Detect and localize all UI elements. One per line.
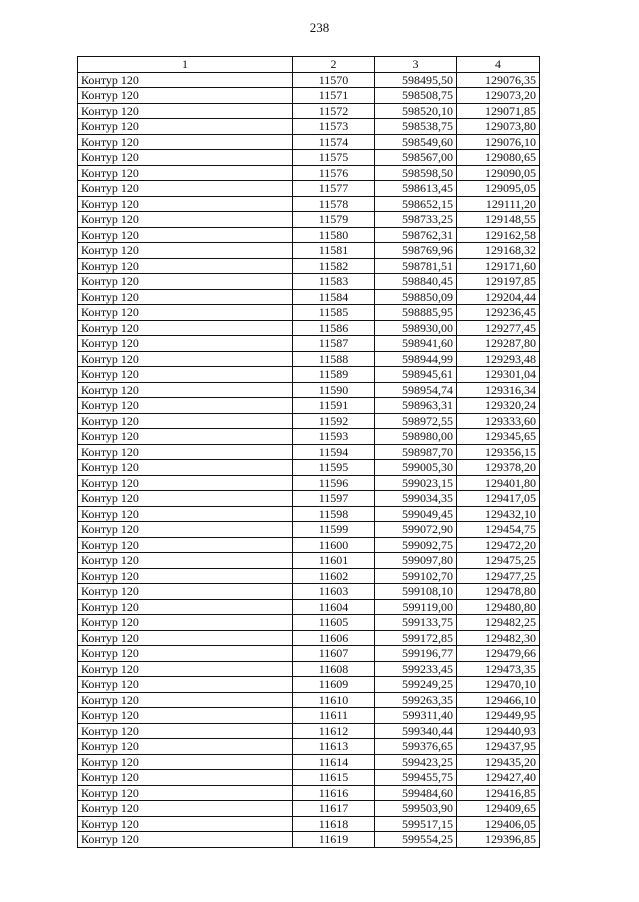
y-coordinate-cell: 129095,05 [457,181,540,197]
x-coordinate-cell: 599034,35 [375,491,457,507]
x-coordinate-cell: 598987,70 [375,444,457,460]
table-row [78,119,540,135]
contour-name-cell: Контур 120 [78,196,293,212]
point-number-cell: 11579 [293,212,375,228]
point-number-cell: 11607 [293,646,375,662]
point-number-cell: 11611 [293,708,375,724]
y-coordinate-cell: 129480,80 [457,599,540,615]
point-number-cell: 11576 [293,165,375,181]
point-number-cell: 11580 [293,227,375,243]
y-coordinate-cell: 129168,32 [457,243,540,259]
table-row [78,320,540,336]
x-coordinate-cell: 598652,15 [375,196,457,212]
point-number-cell: 11604 [293,599,375,615]
point-number-cell: 11608 [293,661,375,677]
y-coordinate-cell: 129162,58 [457,227,540,243]
table-row [78,754,540,770]
contour-name-cell: Контур 120 [78,72,293,88]
point-number-cell: 11618 [293,816,375,832]
table-row [78,506,540,522]
y-coordinate-cell: 129080,65 [457,150,540,166]
table-row [78,723,540,739]
y-coordinate-cell: 129427,40 [457,770,540,786]
x-coordinate-cell: 599517,15 [375,816,457,832]
y-coordinate-cell: 129472,20 [457,537,540,553]
table-row [78,165,540,181]
x-coordinate-cell: 598495,50 [375,72,457,88]
x-coordinate-cell: 598769,96 [375,243,457,259]
table-row [78,289,540,305]
contour-name-cell: Контур 120 [78,677,293,693]
table-row [78,661,540,677]
table-row [78,801,540,817]
point-number-cell: 11572 [293,103,375,119]
contour-name-cell: Контур 120 [78,227,293,243]
x-coordinate-cell: 598930,00 [375,320,457,336]
table-row [78,491,540,507]
x-coordinate-cell: 599484,60 [375,785,457,801]
contour-name-cell: Контур 120 [78,630,293,646]
contour-name-cell: Контур 120 [78,692,293,708]
y-coordinate-cell: 129409,65 [457,801,540,817]
table-row [78,351,540,367]
x-coordinate-cell: 598613,45 [375,181,457,197]
table-row [78,708,540,724]
y-coordinate-cell: 129090,05 [457,165,540,181]
y-coordinate-cell: 129470,10 [457,677,540,693]
point-number-cell: 11585 [293,305,375,321]
x-coordinate-cell: 598972,55 [375,413,457,429]
table-row [78,475,540,491]
table-row [78,181,540,197]
y-coordinate-cell: 129316,34 [457,382,540,398]
contour-name-cell: Контур 120 [78,568,293,584]
contour-name-cell: Контур 120 [78,320,293,336]
y-coordinate-cell: 129111,20 [457,196,540,212]
point-number-cell: 11589 [293,367,375,383]
x-coordinate-cell: 598963,31 [375,398,457,414]
table-row [78,103,540,119]
point-number-cell: 11609 [293,677,375,693]
table-row [78,537,540,553]
y-coordinate-cell: 129345,65 [457,429,540,445]
table-row [78,568,540,584]
y-coordinate-cell: 129356,15 [457,444,540,460]
table-row [78,212,540,228]
x-coordinate-cell: 599340,44 [375,723,457,739]
point-number-cell: 11596 [293,475,375,491]
y-coordinate-cell: 129293,48 [457,351,540,367]
header-row [78,57,540,73]
point-number-cell: 11588 [293,351,375,367]
contour-name-cell: Контур 120 [78,615,293,631]
point-number-cell: 11574 [293,134,375,150]
x-coordinate-cell: 598520,10 [375,103,457,119]
point-number-cell: 11591 [293,398,375,414]
x-coordinate-cell: 598850,09 [375,289,457,305]
x-coordinate-cell: 598980,00 [375,429,457,445]
table-row [78,413,540,429]
x-coordinate-cell: 599311,40 [375,708,457,724]
table-row [78,630,540,646]
table-row [78,274,540,290]
table-row [78,584,540,600]
contour-name-cell: Контур 120 [78,553,293,569]
point-number-cell: 11602 [293,568,375,584]
contour-name-cell: Контур 120 [78,351,293,367]
y-coordinate-cell: 129277,45 [457,320,540,336]
table-row [78,460,540,476]
y-coordinate-cell: 129416,85 [457,785,540,801]
y-coordinate-cell: 129301,04 [457,367,540,383]
x-coordinate-cell: 598598,50 [375,165,457,181]
contour-name-cell: Контур 120 [78,88,293,104]
point-number-cell: 11610 [293,692,375,708]
contour-name-cell: Контур 120 [78,460,293,476]
y-coordinate-cell: 129236,45 [457,305,540,321]
point-number-cell: 11606 [293,630,375,646]
table-row [78,553,540,569]
point-number-cell: 11605 [293,615,375,631]
table-header [78,57,540,73]
y-coordinate-cell: 129071,85 [457,103,540,119]
y-coordinate-cell: 129475,25 [457,553,540,569]
point-number-cell: 11590 [293,382,375,398]
point-number-cell: 11619 [293,832,375,848]
point-number-cell: 11586 [293,320,375,336]
point-number-cell: 11584 [293,289,375,305]
table-row [78,336,540,352]
point-number-cell: 11613 [293,739,375,755]
point-number-cell: 11577 [293,181,375,197]
x-coordinate-cell: 599102,70 [375,568,457,584]
contour-name-cell: Контур 120 [78,491,293,507]
table-row [78,243,540,259]
point-number-cell: 11595 [293,460,375,476]
contour-name-cell: Контур 120 [78,739,293,755]
x-coordinate-cell: 599554,25 [375,832,457,848]
x-coordinate-cell: 599376,65 [375,739,457,755]
point-number-cell: 11582 [293,258,375,274]
contour-name-cell: Контур 120 [78,336,293,352]
contour-name-cell: Контур 120 [78,258,293,274]
table-row [78,429,540,445]
x-coordinate-cell: 599023,15 [375,475,457,491]
x-coordinate-cell: 599263,35 [375,692,457,708]
y-coordinate-cell: 129076,10 [457,134,540,150]
contour-name-cell: Контур 120 [78,367,293,383]
contour-name-cell: Контур 120 [78,537,293,553]
contour-name-cell: Контур 120 [78,475,293,491]
x-coordinate-cell: 599049,45 [375,506,457,522]
contour-name-cell: Контур 120 [78,289,293,305]
contour-name-cell: Контур 120 [78,444,293,460]
y-coordinate-cell: 129477,25 [457,568,540,584]
point-number-cell: 11581 [293,243,375,259]
contour-name-cell: Контур 120 [78,413,293,429]
x-coordinate-cell: 599249,25 [375,677,457,693]
y-coordinate-cell: 129073,20 [457,88,540,104]
x-coordinate-cell: 598762,31 [375,227,457,243]
table-row [78,677,540,693]
x-coordinate-cell: 599108,10 [375,584,457,600]
y-coordinate-cell: 129466,10 [457,692,540,708]
table-row [78,770,540,786]
contour-name-cell: Контур 120 [78,723,293,739]
y-coordinate-cell: 129401,80 [457,475,540,491]
contour-name-cell: Контур 120 [78,708,293,724]
y-coordinate-cell: 129432,10 [457,506,540,522]
point-number-cell: 11597 [293,491,375,507]
y-coordinate-cell: 129333,60 [457,413,540,429]
contour-name-cell: Контур 120 [78,816,293,832]
x-coordinate-cell: 599455,75 [375,770,457,786]
point-number-cell: 11612 [293,723,375,739]
table-row [78,599,540,615]
table-row [78,692,540,708]
table-row [78,444,540,460]
y-coordinate-cell: 129440,93 [457,723,540,739]
x-coordinate-cell: 599172,85 [375,630,457,646]
column-header-4: 4 [457,57,540,73]
contour-name-cell: Контур 120 [78,801,293,817]
y-coordinate-cell: 129479,66 [457,646,540,662]
coordinates-table [77,56,540,848]
table-row [78,739,540,755]
contour-name-cell: Контур 120 [78,522,293,538]
y-coordinate-cell: 129406,05 [457,816,540,832]
column-header-1: 1 [78,57,293,73]
x-coordinate-cell: 598944,99 [375,351,457,367]
x-coordinate-cell: 598538,75 [375,119,457,135]
contour-name-cell: Контур 120 [78,382,293,398]
table-row [78,305,540,321]
table-row [78,72,540,88]
contour-name-cell: Контур 120 [78,785,293,801]
y-coordinate-cell: 129417,05 [457,491,540,507]
x-coordinate-cell: 599423,25 [375,754,457,770]
contour-name-cell: Контур 120 [78,134,293,150]
column-header-3: 3 [375,57,457,73]
x-coordinate-cell: 598885,95 [375,305,457,321]
x-coordinate-cell: 598840,45 [375,274,457,290]
x-coordinate-cell: 598954,74 [375,382,457,398]
contour-name-cell: Контур 120 [78,165,293,181]
point-number-cell: 11598 [293,506,375,522]
point-number-cell: 11570 [293,72,375,88]
table-row [78,134,540,150]
x-coordinate-cell: 598941,60 [375,336,457,352]
table-row [78,398,540,414]
y-coordinate-cell: 129435,20 [457,754,540,770]
y-coordinate-cell: 129148,55 [457,212,540,228]
point-number-cell: 11593 [293,429,375,445]
y-coordinate-cell: 129076,35 [457,72,540,88]
x-coordinate-cell: 599097,80 [375,553,457,569]
y-coordinate-cell: 129378,20 [457,460,540,476]
y-coordinate-cell: 129473,35 [457,661,540,677]
table-row [78,382,540,398]
point-number-cell: 11614 [293,754,375,770]
point-number-cell: 11616 [293,785,375,801]
contour-name-cell: Контур 120 [78,506,293,522]
contour-name-cell: Контур 120 [78,429,293,445]
table-row [78,785,540,801]
x-coordinate-cell: 599072,90 [375,522,457,538]
point-number-cell: 11573 [293,119,375,135]
x-coordinate-cell: 599119,00 [375,599,457,615]
y-coordinate-cell: 129449,95 [457,708,540,724]
column-header-2: 2 [293,57,375,73]
point-number-cell: 11600 [293,537,375,553]
contour-name-cell: Контур 120 [78,150,293,166]
table-row [78,367,540,383]
point-number-cell: 11594 [293,444,375,460]
table-row [78,227,540,243]
point-number-cell: 11601 [293,553,375,569]
contour-name-cell: Контур 120 [78,584,293,600]
y-coordinate-cell: 129482,25 [457,615,540,631]
x-coordinate-cell: 598945,61 [375,367,457,383]
x-coordinate-cell: 599503,90 [375,801,457,817]
contour-name-cell: Контур 120 [78,661,293,677]
contour-name-cell: Контур 120 [78,243,293,259]
x-coordinate-cell: 599196,77 [375,646,457,662]
y-coordinate-cell: 129478,80 [457,584,540,600]
point-number-cell: 11603 [293,584,375,600]
x-coordinate-cell: 599005,30 [375,460,457,476]
x-coordinate-cell: 599133,75 [375,615,457,631]
page-number: 238 [309,20,330,35]
contour-name-cell: Контур 120 [78,274,293,290]
point-number-cell: 11592 [293,413,375,429]
point-number-cell: 11578 [293,196,375,212]
point-number-cell: 11615 [293,770,375,786]
contour-name-cell: Контур 120 [78,212,293,228]
table-row [78,832,540,848]
contour-name-cell: Контур 120 [78,754,293,770]
point-number-cell: 11575 [293,150,375,166]
table-row [78,522,540,538]
x-coordinate-cell: 599233,45 [375,661,457,677]
y-coordinate-cell: 129204,44 [457,289,540,305]
table-row [78,88,540,104]
table-row [78,258,540,274]
y-coordinate-cell: 129320,24 [457,398,540,414]
x-coordinate-cell: 598733,25 [375,212,457,228]
contour-name-cell: Контур 120 [78,832,293,848]
contour-name-cell: Контур 120 [78,181,293,197]
y-coordinate-cell: 129197,85 [457,274,540,290]
table-row [78,816,540,832]
x-coordinate-cell: 599092,75 [375,537,457,553]
contour-name-cell: Контур 120 [78,770,293,786]
table-row [78,196,540,212]
contour-name-cell: Контур 120 [78,646,293,662]
point-number-cell: 11571 [293,88,375,104]
y-coordinate-cell: 129482,30 [457,630,540,646]
contour-name-cell: Контур 120 [78,305,293,321]
point-number-cell: 11599 [293,522,375,538]
y-coordinate-cell: 129454,75 [457,522,540,538]
y-coordinate-cell: 129073,80 [457,119,540,135]
point-number-cell: 11617 [293,801,375,817]
x-coordinate-cell: 598508,75 [375,88,457,104]
point-number-cell: 11587 [293,336,375,352]
table-body [78,72,540,847]
point-number-cell: 11583 [293,274,375,290]
x-coordinate-cell: 598567,00 [375,150,457,166]
y-coordinate-cell: 129171,60 [457,258,540,274]
contour-name-cell: Контур 120 [78,599,293,615]
y-coordinate-cell: 129396,85 [457,832,540,848]
y-coordinate-cell: 129437,95 [457,739,540,755]
contour-name-cell: Контур 120 [78,103,293,119]
contour-name-cell: Контур 120 [78,119,293,135]
table-row [78,615,540,631]
contour-name-cell: Контур 120 [78,398,293,414]
x-coordinate-cell: 598549,60 [375,134,457,150]
x-coordinate-cell: 598781,51 [375,258,457,274]
y-coordinate-cell: 129287,80 [457,336,540,352]
table-row [78,150,540,166]
table-row [78,646,540,662]
